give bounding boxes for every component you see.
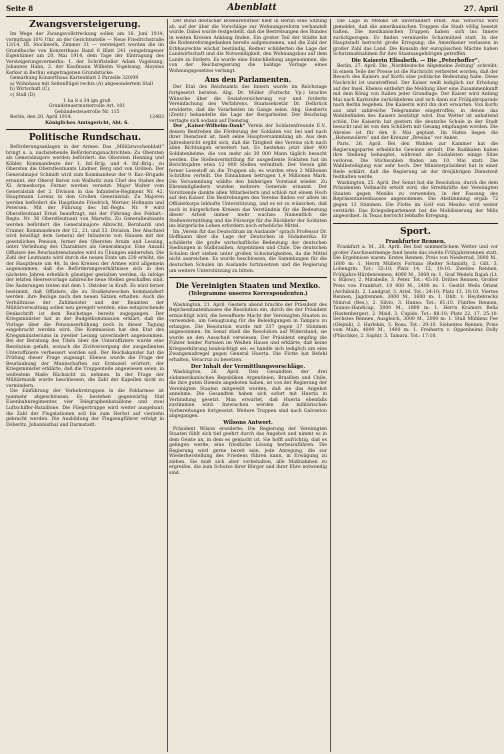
article-text: Präsident Wilson erwiderte: Die Regierung der Vereinigten Staaten fühlt sich tief geehrt durch das Angebot und nimmt es in dem Geiste an, in dem es gemacht ist. Sie hofft aufrichtig, daß es gelingen werde, eine friedliche Lösung herbeizuführen. Die Regierung wird gerne bereit sein, jede Anregung, die zur Wiederherstellung des Friedens führen kann, in Erwägung zu ziehen. Sie muß sich aber vorbehalten, alle Maßnahmen zu ergreifen, die zum Schutze ihrer Bürger und ihrer Ehre notwendig sind. [169,426,327,476]
column-3 [333,19,498,752]
divider [333,223,498,224]
politics-heading: Politische Rundschau. [28,133,142,144]
column-1 [6,19,164,752]
auction-text: Im Wege der Zwangsvollstreckung sollen am 16. Juni 1914, vormittags 10½ Uhr, an der Gerichtsstelle — Neue Friedrichstraße 13/14, III. Stockwerk, Zimmer 31 — versteigert werden die im Grundbuche von Konzerthaus Band 6 Blatt 241 (eingetragener Eigentümer am 20. Mai 1914, dem Tage der Eintragung des Versteigerungsvermerks: 1. der Schriftsteller Adam Vogelsang, Johannes Hahn, 2. der Kaufmann Wilhelm Vogelsang, Aloysius Kerker in Berlin) eingetragenen Grundstücke: [6,32,164,76]
sub-heading: Wilsons Antwort. [223,420,273,426]
auction-line: b) Wirtschaft (C), [10,87,51,93]
column-2 [169,19,327,752]
auction-line: Grundsteuermutterrolle Art. 101 [48,104,126,110]
article-text: Der Bund deutscher Bodenreformer hielt in Berlin eine Sitzung ab, auf der über die Vorschläge zur Wohnungsreform verhandelt wurde. Dabei wurde festgestellt, daß die Bestrebungen des Bundes in weiten Kreisen Anklang finden. Ein großer Teil der Städte hat die Bodenreformgedanken bereits aufgenommen, und die Zahl der Erbbaurechte wächst beständig. Redner schilderten die Lage der Landwirtschaft und die Notwendigkeit, den Wohnungsbau auf dem Lande zu fördern. Es wurde eine Entschließung angenommen, die von der Reichsregierung die baldige Vorlage eines Wohnungsgesetzes verlangt. [169,19,327,74]
auction-heading: Zwangsversteigerung. [29,20,141,30]
usa-mexico-heading: Die Vereinigten Staaten und Mexiko. [175,281,321,291]
auction-court: Königliches Amtsgericht, Abt. 6. [45,120,129,126]
sub-heading: Die Kaiserin Elisabeth. — Die „Peterhoffer“. [351,57,480,64]
article-text: Washington, 25. April. Der Senat hat die Resolution, durch die dem Präsidenten Vollmacht erteilt wird, die Streitkräfte der Vereinigten Staaten gegen Mexiko zu verwenden, in der Fassung des Repräsentantenhauses angenommen. Die Abstimmung ergab 72 gegen 13 Stimmen. Die Flotte im Golf von Mexiko wird weiter verstärkt. Das Kriegsdepartement hat die Mobilisierung der Miliz angeordnet. In Texas herrscht lebhafte Erregung. [333,180,498,220]
sub-heading: Der Inhalt der Vermittlungsvorschläge. [190,363,306,370]
sport-heading: Sport. [400,226,431,237]
section-heading: Aus den Parlamenten. [204,75,292,85]
article-text: Der „Kaiser-Wilhelm-Dank“ Verein der Soldatenfreunde E.V., dessen Bestreben die Förderung der Soldaten vor, bei und nach ihrer Dienstzeit ist, hielt seine Hauptversammlung ab. Aus dem Jahresbericht ergibt sich, daß die Tätigkeit des Vereins sich nach allen Richtungen erweitert hat. Es bestehen jetzt über 400 Soldatenheime, die von mehr als 30 000 Mann täglich besucht werden. Die Stellenvermittlung für ausgediente Soldaten hat im Berichtsjahre etwa 12 000 Stellen vermittelt. Der Verein gibt ferner Lesestoff an die Truppen ab; es wurden etwa 2 Millionen Schriften verteilt. Die Einnahmen betrugen 1,4 Millionen Mark. Die Versammlung wählte den bisherigen Vorstand wieder. Zu Ehrenmitgliedern wurden mehrere Generale ernannt. Der Vorsitzende dankte allen Mitarbeitern und schloß mit einem Hoch auf den Kaiser. Die Bestrebungen des Vereins finden vor allem im Offizierkorps lebhafte Unterstützung, und es ist zu wünschen, daß auch in bürgerlichen Kreisen das Verständnis für die Bedeutung dieser Arbeit immer mehr wachse. Namentlich die Stellenvermittlung und die Fürsorge für die Rückkehr der Soldaten ins bürgerliche Leben erfordern noch erhebliche Mittel. [169,124,327,230]
auction-line: Gebäudesteuerrolle Nr. 115 [54,109,120,115]
column-separator [330,19,331,752]
politics-text: Die Einführung der Verkehrstruppen in die Feldarmee ist nunmehr abgeschlossen. Es bestehen gegenwärtig fünf Eisenbahnregimenter, vier Telegraphenbataillone und zwei Luftschiffer-Bataillone. Die Fliegertruppe wird weiter ausgebaut; die Zahl der Flugstationen soll bis zum Herbst auf vierzehn gebracht werden. Die Ausbildung der Flugzeugführer erfolgt in Döberitz, Johannisthal und Darmstadt. [6,389,164,428]
issue-date: 27. April [464,4,498,13]
page-number: Seite 8 [6,4,34,13]
auction-line: Gemarkung Konzerthaus Kartenblatt 2 Parzelle 320/99 [10,76,139,82]
usa-mexico-subheading: (Telegramme unseres Korrespondenten.) [188,291,308,298]
header-rule [6,16,498,17]
auction-line: 1 ha 8 a 34 qm groß [63,98,111,104]
auction-date: Berlin, den 20. April 1914. 12483 [10,115,164,121]
article-text: Paris, 26. April. Bei den Wahlen zur Kammer hat die Regierungspartei erhebliche Gewinne erzielt. Die Radikalen haben ihre Stellung behauptet, während die Sozialisten einige Sitze verloren. Die Stichwahlen finden am 10. Mai statt. Die Wahlbeteiligung war sehr hoch. Der Ministerpräsident hat in einer Rede erklärt, daß die Regierung an der dreijährigen Dienstzeit festhalten werde. [333,141,498,181]
auction-line: c) Stall (D) [10,93,36,99]
sport-subheading: Frankfurter Rennen. [385,238,446,245]
column-separator [167,19,168,752]
article-text: Im „Verein für das Deutschtum im Auslande“ sprach Professor Dr. Hoffmann über die Lage der Deutschen in Südamerika. Er schilderte die große wirtschaftliche Bedeutung der deutschen Siedlungen in Südbrasilien, Argentinien und Chile. Die deutschen Schulen dort stehen unter großen Schwierigkeiten, da die Mittel nicht ausreichen. Es wurde beschlossen, die Sammlungen für die deutschen Schulen im Auslande fortzusetzen und die Regierung um weitere Unterstützung zu bitten. [169,229,327,274]
auction-line: a) Wohnhaus mit Seitenflügel rechts (A) abgesondertem Stall [10,81,153,87]
page-header [6,3,498,15]
sport-text: Frankfurt a. M., 26. April. Bei fast sommerlichem Wetter und vor großer Zuschauermenge fand heute das zweite Frühjahrsrennen statt. Die Ergebnisse waren: Erstes Rennen, Preis von Niederrad, 3000 M., 1600 m: 1. Herrn Müllers Fortuna (Reiter Schmidt), 2. Gilt, 3. Lohengrin. Tot.: 32:10; Platz 14, 12, 19:10. Zweites Rennen, Frühjahrs-Hürdenrennen, 4000 M., 3000 m: 1. Graf Wedels Rajah (Lt. v. Bülow), 2. Mirabelle, 3. Peter. Tot.: 45:10. Drittes Rennen, Großer Preis von Frankfurt, 10 000 M., 2400 m: 1. Gestüt Weils Orient (Archibald), 2. Landgraf, 3. Ariel. Tot.: 24:10; Platz 13, 18:10. Viertes Rennen, Jagdrennen, 3000 M., 3600 m: 1. Oblt. v. Heydebrecks Nimrod (Bes.), 2. Silvio, 3. Hanno. Tot.: 61:10. Fünftes Rennen, Taunus-Handicap, 5000 M., 1800 m: 1. Herrn Kramers Bella (Rastenberger), 2. Maid, 3. Cupido. Tot.: 88:10; Platz 22, 17, 25:10. Sechstes Rennen, Ausgleich, 3000 M., 2000 m: 1. Stall Mühlens Fee (Olejnik), 2. Harlekin, 3. Rosa. Tot.: 29:10. Siebentes Rennen, Preis vom Main, 4000 M., 1400 m: 1. Freiherrn v. Oppenheims Dolly (Plüschke), 2. Saphir, 3. Tamara. Tot.: 17:10. [333,245,498,339]
article-text: Washington, 21. April. Gestern abend brachte der Präsident des Repräsentantenhauses die Resolution ein, durch die der Präsident ermächtigt wird, die bewaffnete Macht der Vereinigten Staaten zu verwenden, um Genugtuung für die Beleidigungen in Tampico zu erlangen. Die Resolution wurde mit 337 gegen 37 Stimmen angenommen. Im Senat stieß die Resolution auf Widerstand; sie wurde an den Ausschuß verwiesen. Der Präsident empfing die Führer beider Parteien im Weißen Hause und erklärte, daß keine Kriegserklärung beabsichtigt sei; es handle sich lediglich um eine Zwangsmaßregel gegen General Huerta. Die Flotte hat Befehl erhalten, Veracruz zu besetzen. [169,302,327,364]
divider [169,277,327,278]
divider [189,300,307,301]
article-text: Der Etat des Reichsamts des Innern wurde im Reichstage fortgesetzt beraten. Abg. Dr. Müller (Fortschr. Vp.) brachte Wünsche über die Sozialversicherung vor und forderte Vereinfachung des Verfahrens. Staatssekretär Dr. Delbrück erwiderte, daß die Vorarbeiten im Gange seien. Abg. Giesberts (Zentr.) behandelte die Lage der Bergarbeiter. Der Reichstag vertagte sich sodann auf Dienstag. [169,85,327,124]
article-text: Die Lage in Mexiko ist unverändert ernst. Aus Veracruz wird gemeldet, daß die amerikanischen Truppen die Stadt völlig besetzt halten. Die mexikanischen Truppen haben sich ins Innere zurückgezogen. Es finden vereinzelte Scharmützel statt. In der Hauptstadt herrscht große Erregung; die Amerikaner verlassen in großer Zahl das Land. Die Konsuln der europäischen Mächte haben Schutzmaßnahmen für ihre Staatsangehörigen getroffen. [333,19,498,58]
article-text: Berlin, 27. April. Die „Norddeutsche Allgemeine Zeitung“ schreibt: In einem Teile der Presse ist die Nachricht verbreitet worden, daß der Besuch des Kaisers auf Korfu eine politische Bedeutung habe. Diese Nachricht ist unzutreffend. Der Kaiser weilt lediglich zur Erholung auf der Insel. Ebenso entbehrt die Meldung über eine Zusammenkunft mit dem König von Italien jeder Grundlage. Der Kaiser wird Anfang Mai nach Karlsruhe zurückkehren und sich dann zur Frühjahrsparade nach Berlin begeben. Die Kaiserin wird ihn dort erwarten. Von Korfu aus sind zahlreiche Telegramme eingetroffen, in denen das Wohlbefinden des Kaisers bestätigt wird. Das Wetter ist anhaltend schön. Die Kaiserin hat gestern die deutsche Schule in der Stadt besucht und ist von den Schülern mit Gesang empfangen worden. Die Abreise ist für den 8. Mai geplant. Im Hafen liegen die „Hohenzollern“ und der Kreuzer „Breslau“ vor Anker. [333,64,498,142]
divider [6,129,164,130]
masthead: Abenblatt [227,3,277,13]
politics-text: Beförderungsanlagen in der Armee. Das „Militärwochenblatt“ bringt u. a. nachstehende Beförderungsnachrichten: Zu Obersten als Generalmajore werden befördert: die Obersten Henning und Köhler, Kommandeure der 1. Inf.-Brig. und 4. Inf.-Brig.; zu Obersten die Oberstleutnants Lindner, Berg und von Gröben. Der Generalmajor Schmidt wird zum Kommandeur der 9. Kav.-Brigade ernannt, der Oberst Baron von Wallwitz zum Chef des Stabes des XI. Armeekorps. Ferner werden versetzt: Major Walter vom Generalstab der 2. Division in das Infanterie-Regiment Nr. 42, Hauptmann Lorenz in den Großen Generalstab. Zu Majoren werden befördert die Hauptleute Friedrich, Werner, Hofmann und Petersen. Mit der Führung des Inf.-Regts. Nr. 9 wird Oberstleutnant Ernst beauftragt, mit der Führung des Feldart.-Regts. Nr. 36 Oberstleutnant von Marwitz. Zu Generalleutnants werden befördert die Generalmajore Albrecht, Bernhardi und Cramer, Kommandeure der 12., 21. und 33. Division. Der Abschied wird bewilligt dem General der Infanterie von Hausen mit der gesetzlichen Pension, ferner den Obersten Arnim und Lessing, unter Verleihung des Charakters als Generalmajor. Eine Anzahl Offiziere des Beurlaubtenstandes wird zu Übungen einberufen. Die Zahl der Leutnants wird durch die neuen Etats um 230 erhöht, die der Hauptleute um 48. In den Kreisen der Armee wird allgemein angenommen, daß die Beförderungsverhältnisse sich in den nächsten Jahren erheblich günstiger gestalten werden, da infolge der letzten Heeresvorlage zahlreiche neue Stellen geschaffen sind. Die Änderungen treten mit dem 1. Oktober in Kraft. Es wird ferner bestimmt, daß Offiziere, die zu Studienzwecken kommandiert werden, ihre Bezüge nach den neuen Sätzen erhalten. Auch die Verhältnisse der Zahlmeister und der Beamten der Militärverwaltung sollen neu geregelt werden; eine entsprechende Denkschrift ist dem Reichstage bereits zugegangen. Der Kriegsminister hat in der Budgetkommission erklärt, daß die Vorlage über die Pensionserhöhung noch in dieser Tagung eingebracht werden wird. Die Kommission hat den Etat des Kriegsministeriums in zweiter Lesung unverändert angenommen. Bei der Beratung des Titels über die Unteroffiziere wurde eine Resolution gefaßt, wonach die Zivilversorgung der ausgedienten Unteroffiziere verbessert werden soll. Der Reichskanzler hat die Prüfung dieser Frage zugesagt. Ebenso wurde die Frage der Beurlaubung der Mannschaften zur Erntezeit erörtert; der Kriegsminister erklärte, daß die Truppenteile angewiesen seien, in weitestem Maße Rücksicht zu nehmen. In der Frage der Militärmusik wurde beschlossen, die Zahl der Kapellen nicht zu vermindern. [6,145,164,389]
article-text: Washington, 26. April. Den Gesandten der drei südamerikanischen Republiken Argentinien, Brasilien und Chile, die ihre guten Dienste angeboten haben, ist von der Regierung der Vereinigten Staaten mitgeteilt worden, daß sie das Angebot annehme. Die Gesandten haben sich sofort mit Huerta in Verbindung gesetzt. Man erwartet, daß Huerta ebenfalls zustimmen wird. Inzwischen werden die militärischen Vorbereitungen fortgesetzt. Weitere Truppen sind nach Galveston abgegangen. [169,370,327,420]
